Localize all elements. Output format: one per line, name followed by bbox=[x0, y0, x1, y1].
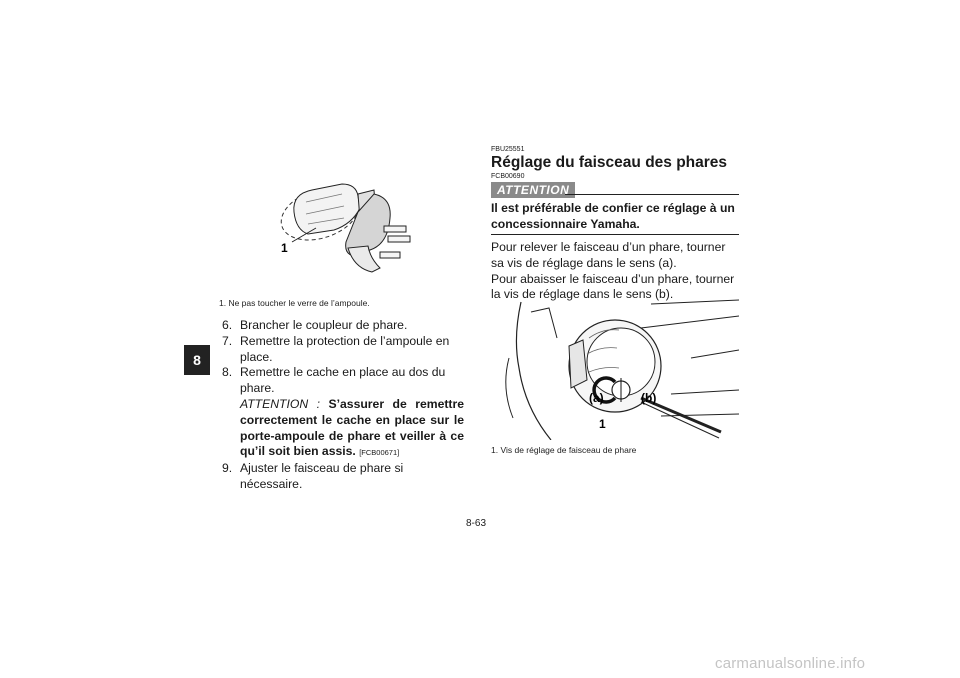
step-text: Remettre la protection de l’ampoule en place. bbox=[240, 333, 450, 364]
step-text: Ajuster le faisceau de phare si nécessaire. bbox=[240, 461, 404, 491]
divider bbox=[565, 194, 739, 195]
attention-badge: ATTENTION bbox=[491, 182, 575, 198]
chapter-tab: 8 bbox=[184, 345, 210, 375]
step-8 bbox=[222, 365, 464, 461]
step-7 bbox=[222, 334, 464, 366]
page-number: 8-63 bbox=[466, 518, 487, 529]
figure1-callout: 1 bbox=[281, 241, 288, 255]
step-9 bbox=[222, 461, 464, 493]
step-text: Remettre le cache en place au dos du phare. bbox=[240, 365, 446, 396]
step-number: 8. bbox=[222, 365, 233, 380]
section-title: Réglage du faisceau des phares bbox=[491, 154, 728, 171]
step-number: 9. bbox=[222, 461, 233, 476]
attention-text: Il est préférable de confier ce réglage à un concessionnaire Yamaha. bbox=[491, 201, 735, 231]
step-number: 7. bbox=[222, 333, 233, 348]
attention-text: S’assurer de remettre correctement le cache en place sur le porte-ampoule de phare et veiller à ce qu’il soit bien assis. bbox=[240, 396, 464, 459]
step-number: 6. bbox=[222, 318, 233, 332]
direction-label-a: (a) bbox=[589, 391, 604, 405]
attention-code: [FCB00671] bbox=[359, 448, 400, 458]
figure2-caption: 1. Vis de réglage de faisceau de phare bbox=[491, 445, 637, 455]
divider bbox=[491, 234, 739, 235]
direction-label-b: (b) bbox=[641, 391, 657, 405]
headlight-adjustment-illustration bbox=[491, 298, 739, 440]
figure1-caption: 1. Ne pas toucher le verre de l’ampoule. bbox=[219, 298, 370, 308]
attention-code: FCB00690 bbox=[491, 173, 525, 180]
watermark: carmanualsonline.info bbox=[715, 655, 866, 672]
step8-attention-note bbox=[240, 397, 464, 461]
attention-header bbox=[491, 182, 739, 198]
attention-label: ATTENTION : bbox=[240, 396, 321, 411]
paragraph-raise: Pour relever le faisceau d’un phare, tourner sa vis de réglage dans le sens (a). bbox=[491, 240, 726, 270]
headlight-bulb-illustration bbox=[272, 172, 422, 287]
section-code: FBU25551 bbox=[491, 146, 525, 153]
body-text bbox=[491, 240, 741, 303]
paragraph-lower: Pour abaisser le faisceau d’un phare, tourner la vis de réglage dans le sens (b). bbox=[491, 271, 735, 302]
step-text: Brancher le coupleur de phare. bbox=[240, 318, 408, 332]
figure2-callout: 1 bbox=[599, 417, 606, 431]
step-6 bbox=[222, 318, 464, 334]
procedure-steps bbox=[222, 318, 464, 493]
